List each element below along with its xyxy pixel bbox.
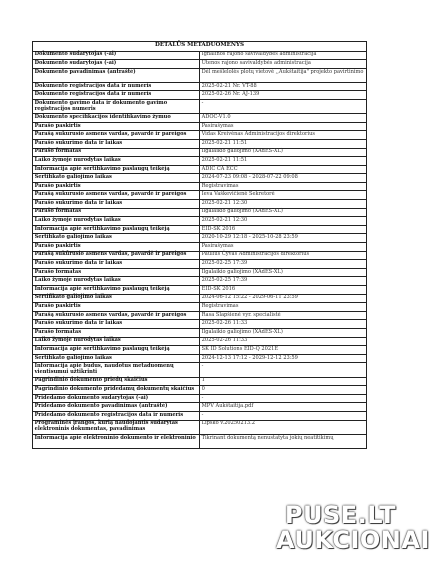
field-label: Informacija apie sertifikavimo paslaugų teikėją [33, 346, 200, 355]
table-row [33, 286, 367, 295]
field-label: Parašą sukūrusio asmens vardas, pavardė ir pareigos [33, 251, 200, 260]
field-value: Lipsko v.20250213.2 [200, 420, 367, 434]
field-label: Dokumento pavadinimas (antraštė) [33, 68, 200, 82]
field-value: 2025-02-26 Nr. AJ-139 [200, 91, 367, 100]
field-value: Utenos rajono savivaldybės administracija [200, 60, 367, 69]
table-row [33, 122, 367, 131]
field-label: Parašo formatas [33, 208, 200, 217]
field-value: 2025-02-26 11:33 [200, 320, 367, 329]
field-value: Paulius Čyvas Administracijos direktorius [200, 251, 367, 260]
field-label: Pagrindinio dokumento priedų skaičius [33, 377, 200, 386]
table-row [33, 174, 367, 183]
field-label: Laiko žymoje nurodytas laikas [33, 157, 200, 166]
field-label: Laiko žymoje nurodytas laikas [33, 277, 200, 286]
field-value: Tikrinant dokumentą nenustatyta jokių neatitikimų [200, 434, 367, 448]
table-row [33, 131, 367, 140]
table-row [33, 225, 367, 234]
field-value: 2020-10-29 12:18 - 2025-10-28 23:59 [200, 234, 367, 243]
field-value: Registravimas [200, 182, 367, 191]
field-value: 2025-02-21 Nr. VT-88 [200, 82, 367, 91]
field-value: Dėl mešlelolės plotų vietovė ,,Aukštaitija" projekto pavirtinimo [200, 68, 367, 82]
table-row [33, 243, 367, 252]
field-label: Sertifikato galiojimo laikas [33, 234, 200, 243]
field-value: Registravimas [200, 303, 367, 312]
field-value: - [200, 99, 367, 113]
table-row [33, 82, 367, 91]
field-value: 2025-02-25 17:39 [200, 260, 367, 269]
table-row [33, 234, 367, 243]
field-value: MPV Aukštaitija.pdf [200, 403, 367, 412]
watermark-line-2: AUKCIONAI [276, 526, 430, 554]
field-value: 2025-02-25 17:39 [200, 277, 367, 286]
field-value: SK ID Solutions EID-Q 2021E [200, 346, 367, 355]
field-label: Dokumento gavimo data ir dokumento gavimo registracijos numeris [33, 99, 200, 113]
field-label: Informacija apie elektroninio dokumento ir elektroninio [33, 434, 200, 448]
table-row [33, 260, 367, 269]
field-label: Parašo sukūrimo data ir laikas [33, 320, 200, 329]
table-row [33, 60, 367, 69]
table-row [33, 386, 367, 395]
field-label: Dokumento registracijos data ir numeris [33, 82, 200, 91]
field-label: Laiko žymoje nurodytas laikas [33, 217, 200, 226]
table-row [33, 394, 367, 403]
table-row [33, 251, 367, 260]
field-value: Ignalinos rajono savivaldybės administracija [200, 51, 367, 60]
field-value: ADOC-V1.0 [200, 114, 367, 123]
table-row [33, 346, 367, 355]
table-row [33, 208, 367, 217]
field-value: - [200, 394, 367, 403]
field-value: 2024-12-13 17:12 - 2029-12-12 23:59 [200, 354, 367, 363]
field-value: - [200, 363, 367, 377]
table-row [33, 420, 367, 434]
table-row [33, 268, 367, 277]
field-label: Pridedamo dokumento pavadinimas (antraštė) [33, 403, 200, 412]
table-row [33, 294, 367, 303]
metadata-rows [33, 51, 367, 448]
table-row [33, 165, 367, 174]
field-label: Parašą sukūrusio asmens vardas, pavardė ir pareigos [33, 191, 200, 200]
field-label: Parašo paskirtis [33, 303, 200, 312]
table-row [33, 157, 367, 166]
metadata-table [32, 41, 367, 449]
field-label: Parašo sukūrimo data ir laikas [33, 200, 200, 209]
field-value: Ieva Vaškevičienė Sekretorė [200, 191, 367, 200]
table-row [33, 363, 367, 377]
table-row [33, 377, 367, 386]
field-label: Informacija apie sertifikavimo paslaugų teikėją [33, 286, 200, 295]
field-label: Pridedamo dokumento sudarytojas (-ai) [33, 394, 200, 403]
field-label: Sertifikato galiojimo laikas [33, 294, 200, 303]
field-value: - [200, 411, 367, 420]
field-label: Informacija apie būdus, naudotus metaduomenų vientisumui užtikrinti [33, 363, 200, 377]
table-row [33, 337, 367, 346]
field-label: Dokumento sudarytojas (-ai) [33, 51, 200, 60]
table-row [33, 311, 367, 320]
field-value: 2025-02-21 11:51 [200, 157, 367, 166]
field-label: Dokumento registracijos data ir numeris [33, 91, 200, 100]
table-row [33, 303, 367, 312]
field-value: Pasirašymas [200, 243, 367, 252]
field-label: Sertifikato galiojimo laikas [33, 354, 200, 363]
field-value: Ilgalaikio galiojimo (XAdES-XL) [200, 268, 367, 277]
field-value: 2025-02-26 11:33 [200, 337, 367, 346]
field-value: Ilgalaikio galiojimo (XAdES-XL) [200, 328, 367, 337]
field-label: Parašo sukūrimo data ir laikas [33, 260, 200, 269]
field-value: 0 [200, 386, 367, 395]
field-value: EID-SK 2016 [200, 225, 367, 234]
field-label: Parašo paskirtis [33, 182, 200, 191]
field-value: 2024-06-12 15:22 - 2029-06-11 23:59 [200, 294, 367, 303]
field-label: Parašą sukūrusio asmens vardas, pavardė ir pareigos [33, 131, 200, 140]
table-row [33, 114, 367, 123]
field-value: Vidas Kreivėnas Administracijos direktorius [200, 131, 367, 140]
table-row [33, 182, 367, 191]
field-label: Informacija apie sertifikavimo paslaugų teikėją [33, 165, 200, 174]
field-label: Dokumento sudarytojas (-ai) [33, 60, 200, 69]
table-title: DETALŪS METADUOMENYS [33, 42, 367, 52]
table-row [33, 354, 367, 363]
field-value: 1 [200, 377, 367, 386]
field-label: Parašo paskirtis [33, 122, 200, 131]
table-row [33, 403, 367, 412]
table-row [33, 51, 367, 60]
field-value: 2024-07-23 09:08 - 2028-07-22 09:08 [200, 174, 367, 183]
field-label: Programinės įrangos, kurią naudojantis sudarytas elektroninis dokumentas, pavadinimas [33, 420, 200, 434]
field-label: Parašą sukūrusio asmens vardas, pavardė ir pareigos [33, 311, 200, 320]
field-value: ADIC CA ECC [200, 165, 367, 174]
metadata-document [32, 41, 367, 449]
field-value: Ilgalaikio galiojimo (XAdES-XL) [200, 148, 367, 157]
field-value: 2025-02-21 12:30 [200, 217, 367, 226]
field-value: Ilgalaikio galiojimo (XAdES-XL) [200, 208, 367, 217]
table-row [33, 148, 367, 157]
field-label: Parašo formatas [33, 328, 200, 337]
field-label: Laiko žymoje nurodytas laikas [33, 337, 200, 346]
field-label: Sertifikato galiojimo laikas [33, 174, 200, 183]
table-row [33, 434, 367, 448]
field-label: Pagrindinio dokumento pridedamų dokumentų skaičius [33, 386, 200, 395]
field-label: Parašo formatas [33, 268, 200, 277]
field-label: Parašo sukūrimo data ir laikas [33, 139, 200, 148]
table-row [33, 328, 367, 337]
table-row [33, 191, 367, 200]
field-label: Dokumento specifikacijos identifikavimo žymuo [33, 114, 200, 123]
field-value: EID-SK 2016 [200, 286, 367, 295]
table-row [33, 200, 367, 209]
table-row [33, 320, 367, 329]
field-label: Informacija apie sertifikavimo paslaugų teikėją [33, 225, 200, 234]
field-value: Rasa Slapšienė vyr. specialistė [200, 311, 367, 320]
table-row [33, 91, 367, 100]
table-row [33, 411, 367, 420]
table-row [33, 68, 367, 82]
auction-watermark-logo [276, 501, 430, 554]
field-value: Pasirašymas [200, 122, 367, 131]
table-row [33, 139, 367, 148]
table-row [33, 99, 367, 113]
field-label: Parašo formatas [33, 148, 200, 157]
field-label: Pridedamo dokumento registracijos data ir numeris [33, 411, 200, 420]
field-value: 2025-02-21 11:51 [200, 139, 367, 148]
table-row [33, 217, 367, 226]
watermark-line-1: PUSE.LT [284, 501, 396, 529]
field-value: 2025-02-21 12:30 [200, 200, 367, 209]
table-row [33, 277, 367, 286]
field-label: Parašo paskirtis [33, 243, 200, 252]
